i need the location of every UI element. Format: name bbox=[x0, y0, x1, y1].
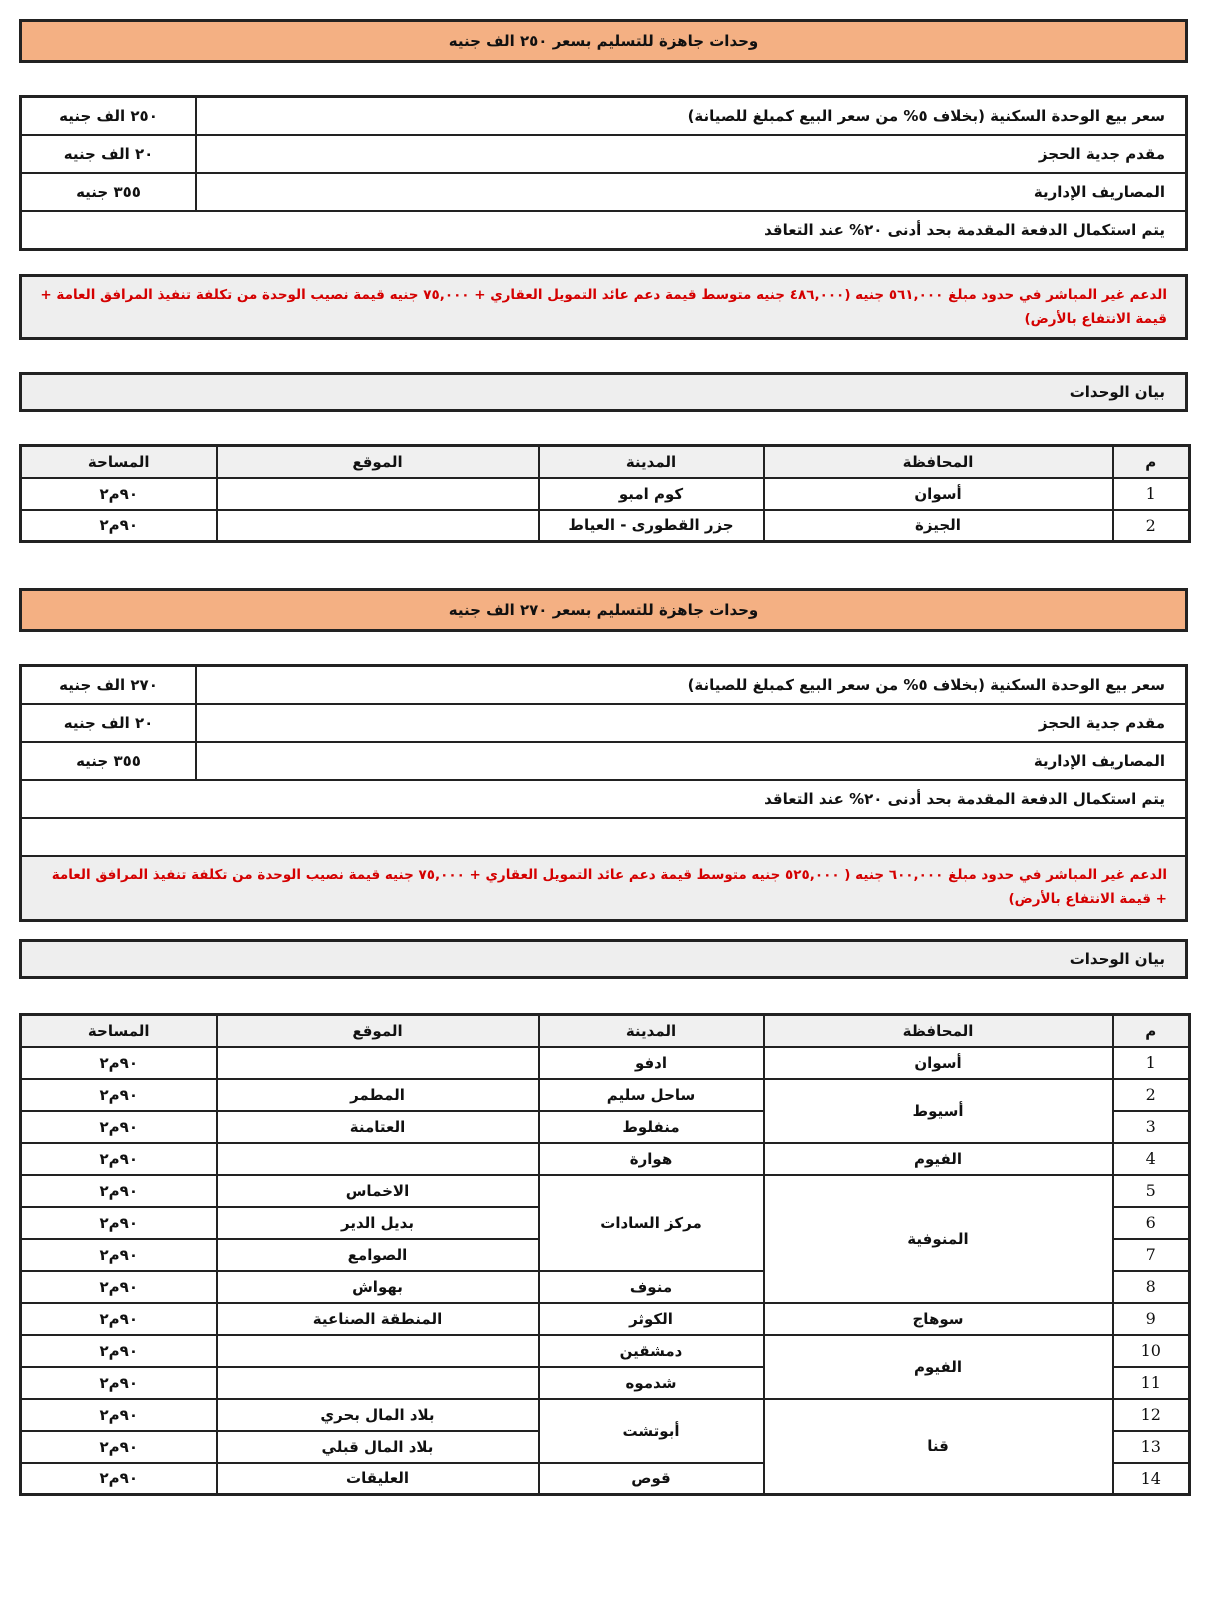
cell-city: ساحل سليم bbox=[539, 1079, 764, 1111]
info-row bbox=[22, 781, 1185, 819]
cell-governorate: أسوان bbox=[764, 478, 1113, 510]
header-governorate: المحافظة bbox=[764, 446, 1113, 478]
cell-area: ٩٠م٢ bbox=[21, 1367, 217, 1399]
table-row bbox=[21, 1143, 1190, 1175]
info-value: ٣٥٥ جنيه bbox=[22, 743, 197, 779]
cell-area: ٩٠م٢ bbox=[21, 1335, 217, 1367]
info-value: ٢٠ الف جنيه bbox=[22, 136, 197, 172]
section1-banner: وحدات جاهزة للتسليم بسعر ٢٥٠ الف جنيه bbox=[19, 19, 1188, 63]
cell-site bbox=[217, 478, 539, 510]
cell-index: 8 bbox=[1113, 1271, 1190, 1303]
cell-governorate: الفيوم bbox=[764, 1143, 1113, 1175]
cell-index: 3 bbox=[1113, 1111, 1190, 1143]
header-index: م bbox=[1113, 446, 1190, 478]
section1-units-table bbox=[19, 444, 1191, 543]
info-row bbox=[22, 212, 1185, 248]
header-governorate: المحافظة bbox=[764, 1015, 1113, 1047]
cell-index: 5 bbox=[1113, 1175, 1190, 1207]
cell-city: جزر القطورى - العياط bbox=[539, 510, 764, 542]
cell-index: 11 bbox=[1113, 1367, 1190, 1399]
cell-area: ٩٠م٢ bbox=[21, 1463, 217, 1495]
cell-governorate: قنا bbox=[764, 1399, 1113, 1495]
cell-city: شدموه bbox=[539, 1367, 764, 1399]
cell-index: 14 bbox=[1113, 1463, 1190, 1495]
cell-area: ٩٠م٢ bbox=[21, 1111, 217, 1143]
header-index: م bbox=[1113, 1015, 1190, 1047]
cell-site: الاخماس bbox=[217, 1175, 539, 1207]
cell-area: ٩٠م٢ bbox=[21, 1399, 217, 1431]
info-value: ٢٧٠ الف جنيه bbox=[22, 667, 197, 703]
info-label: سعر بيع الوحدة السكنية (بخلاف ٥% من سعر البيع كمبلغ للصيانة) bbox=[687, 676, 1165, 694]
cell-city: ادفو bbox=[539, 1047, 764, 1079]
table-row bbox=[21, 1047, 1190, 1079]
info-value: ٢٥٠ الف جنيه bbox=[22, 98, 197, 134]
cell-index: 9 bbox=[1113, 1303, 1190, 1335]
cell-city: منفلوط bbox=[539, 1111, 764, 1143]
info-label: يتم استكمال الدفعة المقدمة بحد أدنى ٢٠% عند التعاقد bbox=[764, 790, 1165, 808]
table-row bbox=[21, 1175, 1190, 1207]
cell-site: العليقات bbox=[217, 1463, 539, 1495]
table-header-row bbox=[21, 1015, 1190, 1047]
cell-site bbox=[217, 1047, 539, 1079]
cell-index: 1 bbox=[1113, 478, 1190, 510]
info-row bbox=[22, 667, 1185, 705]
info-row bbox=[22, 136, 1185, 174]
cell-site bbox=[217, 1335, 539, 1367]
cell-area: ٩٠م٢ bbox=[21, 1175, 217, 1207]
table-row bbox=[21, 1335, 1190, 1367]
cell-index: 4 bbox=[1113, 1143, 1190, 1175]
cell-area: ٩٠م٢ bbox=[21, 1143, 217, 1175]
cell-governorate: الجيزة bbox=[764, 510, 1113, 542]
cell-area: ٩٠م٢ bbox=[21, 1239, 217, 1271]
info-value: ٣٥٥ جنيه bbox=[22, 174, 197, 210]
cell-index: 7 bbox=[1113, 1239, 1190, 1271]
info-label: يتم استكمال الدفعة المقدمة بحد أدنى ٢٠% عند التعاقد bbox=[764, 221, 1165, 239]
cell-city: منوف bbox=[539, 1271, 764, 1303]
header-area: المساحة bbox=[21, 1015, 217, 1047]
cell-governorate: الفيوم bbox=[764, 1335, 1113, 1399]
info-row bbox=[22, 743, 1185, 781]
header-site: الموقع bbox=[217, 1015, 539, 1047]
table-header-row bbox=[21, 446, 1190, 478]
cell-site: بلاد المال بحري bbox=[217, 1399, 539, 1431]
cell-governorate: أسوان bbox=[764, 1047, 1113, 1079]
cell-area: ٩٠م٢ bbox=[21, 1271, 217, 1303]
cell-area: ٩٠م٢ bbox=[21, 1303, 217, 1335]
cell-site bbox=[217, 1143, 539, 1175]
cell-index: 2 bbox=[1113, 510, 1190, 542]
cell-governorate: سوهاج bbox=[764, 1303, 1113, 1335]
cell-index: 6 bbox=[1113, 1207, 1190, 1239]
cell-governorate: المنوفية bbox=[764, 1175, 1113, 1303]
header-city: المدينة bbox=[539, 1015, 764, 1047]
cell-site: المطمر bbox=[217, 1079, 539, 1111]
section1-info-table bbox=[19, 95, 1188, 251]
info-label: سعر بيع الوحدة السكنية (بخلاف ٥% من سعر البيع كمبلغ للصيانة) bbox=[687, 107, 1165, 125]
cell-index: 12 bbox=[1113, 1399, 1190, 1431]
info-label: مقدم جدية الحجز bbox=[1038, 714, 1165, 732]
info-value: ٢٠ الف جنيه bbox=[22, 705, 197, 741]
info-label: مقدم جدية الحجز bbox=[1038, 145, 1165, 163]
section2-info-table bbox=[19, 664, 1188, 922]
header-city: المدينة bbox=[539, 446, 764, 478]
cell-site: بديل الدير bbox=[217, 1207, 539, 1239]
cell-city: كوم امبو bbox=[539, 478, 764, 510]
section2-units-table bbox=[19, 1013, 1191, 1496]
header-area: المساحة bbox=[21, 446, 217, 478]
cell-index: 13 bbox=[1113, 1431, 1190, 1463]
cell-index: 2 bbox=[1113, 1079, 1190, 1111]
cell-city: مركز السادات bbox=[539, 1175, 764, 1271]
cell-site bbox=[217, 1367, 539, 1399]
cell-site: بلاد المال قبلي bbox=[217, 1431, 539, 1463]
table-row bbox=[21, 1079, 1190, 1111]
empty-row bbox=[22, 819, 1185, 857]
section2-support-note: الدعم غير المباشر في حدود مبلغ ٦٠٠,٠٠٠ جنيه ( ٥٢٥,٠٠٠ جنيه متوسط قيمة دعم عائد التمويل العقاري + ٧٥,٠٠٠ جنيه قيمة نصيب الوحدة من تكلفة تنفيذ المرافق العامة + قيمة الانتفاع بالأرض) bbox=[22, 857, 1185, 919]
info-row bbox=[22, 705, 1185, 743]
cell-area: ٩٠م٢ bbox=[21, 1207, 217, 1239]
section1-units-title: بيان الوحدات bbox=[19, 372, 1188, 412]
cell-governorate: أسيوط bbox=[764, 1079, 1113, 1143]
info-label: المصاريف الإدارية bbox=[1033, 752, 1165, 770]
cell-city: هوارة bbox=[539, 1143, 764, 1175]
cell-site: العتامنة bbox=[217, 1111, 539, 1143]
cell-area: ٩٠م٢ bbox=[21, 478, 217, 510]
section2-units-title: بيان الوحدات bbox=[19, 939, 1188, 979]
cell-site: المنطقة الصناعية bbox=[217, 1303, 539, 1335]
header-site: الموقع bbox=[217, 446, 539, 478]
cell-area: ٩٠م٢ bbox=[21, 1079, 217, 1111]
cell-area: ٩٠م٢ bbox=[21, 1047, 217, 1079]
cell-site: الصوامع bbox=[217, 1239, 539, 1271]
cell-index: 1 bbox=[1113, 1047, 1190, 1079]
cell-city: أبوتشت bbox=[539, 1399, 764, 1463]
cell-index: 10 bbox=[1113, 1335, 1190, 1367]
section1-support-note: الدعم غير المباشر في حدود مبلغ ٥٦١,٠٠٠ جنيه (٤٨٦,٠٠٠ جنيه متوسط قيمة دعم عائد التمويل العقاري + ٧٥,٠٠٠ جنيه قيمة نصيب الوحدة من تكلفة تنفيذ المرافق العامة + قيمة الانتفاع بالأرض) bbox=[19, 274, 1188, 340]
section2-banner: وحدات جاهزة للتسليم بسعر ٢٧٠ الف جنيه bbox=[19, 588, 1188, 632]
table-row bbox=[21, 510, 1190, 542]
cell-site: بهواش bbox=[217, 1271, 539, 1303]
info-label: المصاريف الإدارية bbox=[1033, 183, 1165, 201]
cell-city: قوص bbox=[539, 1463, 764, 1495]
table-row bbox=[21, 1399, 1190, 1431]
cell-area: ٩٠م٢ bbox=[21, 1431, 217, 1463]
table-row bbox=[21, 478, 1190, 510]
cell-area: ٩٠م٢ bbox=[21, 510, 217, 542]
info-row bbox=[22, 98, 1185, 136]
info-row bbox=[22, 174, 1185, 212]
cell-city: الكوثر bbox=[539, 1303, 764, 1335]
table-row bbox=[21, 1303, 1190, 1335]
cell-site bbox=[217, 510, 539, 542]
cell-city: دمشقين bbox=[539, 1335, 764, 1367]
